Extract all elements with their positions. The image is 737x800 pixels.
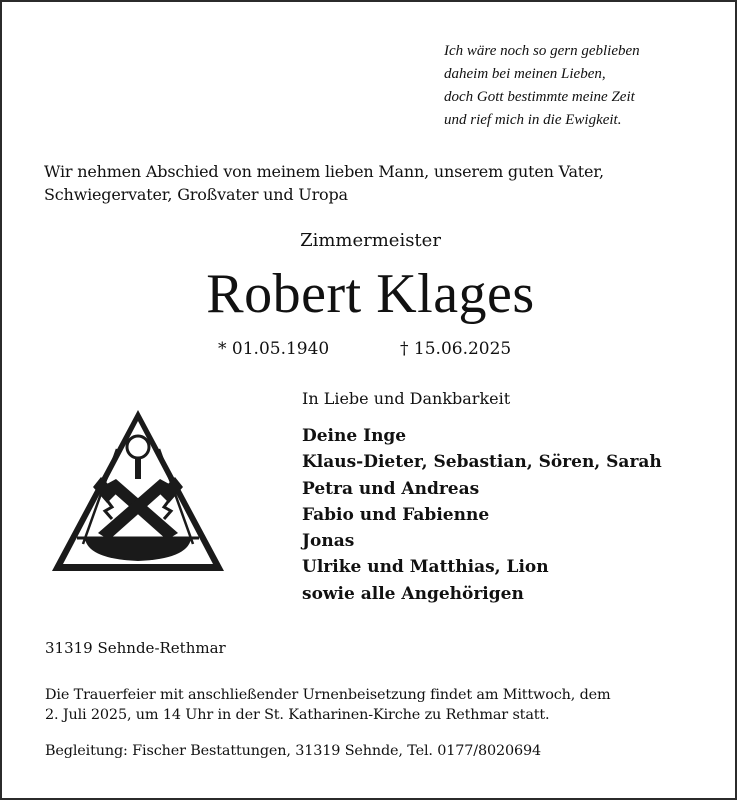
- mourner-line: Fabio und Fabienne: [302, 504, 490, 525]
- ceremony-info: [45, 685, 725, 725]
- profession-title: Zimmermeister: [300, 230, 441, 251]
- death-date: † 15.06.2025: [400, 339, 512, 359]
- poem-line: daheim bei meinen Lieben,: [444, 66, 606, 82]
- ceremony-line: 2. Juli 2025, um 14 Uhr in der St. Katharinen-Kirche zu Rethmar statt.: [45, 707, 550, 723]
- deceased-name: Robert Klages: [206, 263, 535, 325]
- family-location: 31319 Sehnde-Rethmar: [45, 639, 226, 657]
- memorial-poem: [444, 40, 724, 132]
- mourners-list: [302, 423, 662, 607]
- mourners-heading: In Liebe und Dankbarkeit: [302, 389, 511, 408]
- mourner-line: Petra und Andreas: [302, 478, 480, 499]
- farewell-intro: [44, 160, 704, 206]
- ceremony-line: Die Trauerfeier mit anschließender Urnenbeisetzung findet am Mittwoch, dem: [45, 687, 611, 703]
- poem-line: doch Gott bestimmte meine Zeit: [444, 89, 635, 105]
- mourner-line: Ulrike und Matthias, Lion: [302, 557, 549, 578]
- mourner-line: sowie alle Angehörigen: [302, 583, 524, 604]
- poem-line: und rief mich in die Ewigkeit.: [444, 112, 622, 128]
- mourner-line: Klaus-Dieter, Sebastian, Sören, Sarah: [302, 452, 662, 473]
- intro-line: Schwiegervater, Großvater und Uropa: [44, 185, 348, 204]
- birth-date: * 01.05.1940: [218, 339, 330, 359]
- funeral-home-contact: Begleitung: Fischer Bestattungen, 31319 Sehnde, Tel. 0177/8020694: [45, 743, 542, 759]
- mourner-line: Deine Inge: [302, 426, 407, 446]
- carpenter-guild-emblem-icon: [49, 407, 227, 575]
- poem-line: Ich wäre noch so gern geblieben: [444, 43, 640, 59]
- intro-line: Wir nehmen Abschied von meinem lieben Mann, unserem guten Vater,: [44, 162, 604, 181]
- mourner-line: Jonas: [302, 531, 355, 552]
